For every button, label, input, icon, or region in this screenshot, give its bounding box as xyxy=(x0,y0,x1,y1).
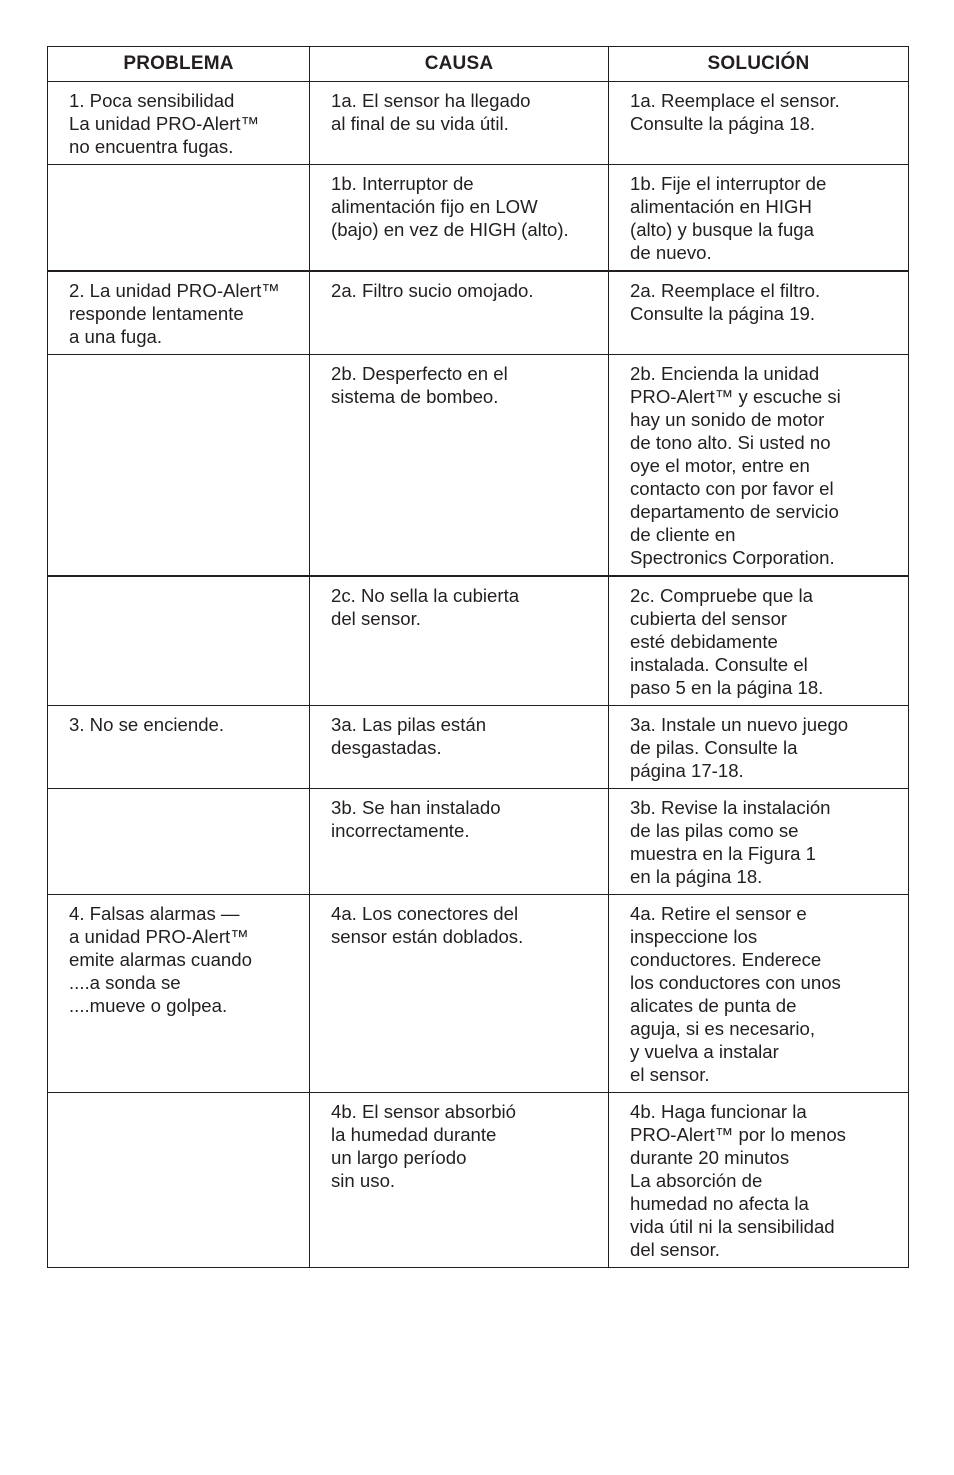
table-row xyxy=(48,271,909,355)
problem-text xyxy=(48,1093,309,1106)
solution-text: 2b. Encienda la unidad PRO-Alert™ y escuche si hay un sonido de motor de tono alto. Si usted no oye el motor, entre en contacto con por favor el departamento de servicio de cliente en Spectronics Corporation. xyxy=(630,363,841,568)
table-row xyxy=(48,82,909,165)
cell-solution xyxy=(609,82,909,165)
solution-text: 1b. Fije el interruptor de alimentación en HIGH (alto) y busque la fuga de nuevo. xyxy=(630,173,827,263)
problem-text: 4. Falsas alarmas — a unidad PRO-Alert™ emite alarmas cuando ....a sonda se ....mueve o golpea. xyxy=(69,903,252,1016)
cause-text: 2c. No sella la cubierta del sensor. xyxy=(331,585,520,629)
cause-text: 2a. Filtro sucio omojado. xyxy=(331,280,534,301)
table-row xyxy=(48,1093,909,1268)
cell-problem xyxy=(48,895,310,1093)
troubleshooting-table xyxy=(47,46,909,1268)
solution-text: 3a. Instale un nuevo juego de pilas. Consulte la página 17-18. xyxy=(630,714,849,781)
cell-cause xyxy=(310,789,609,895)
solution-text: 2c. Compruebe que la cubierta del sensor esté debidamente instalada. Consulte el paso 5 en la página 18. xyxy=(630,585,824,698)
problem-text xyxy=(48,577,309,590)
problem-text xyxy=(48,165,309,178)
cause-text: 4b. El sensor absorbió la humedad durante un largo período sin uso. xyxy=(331,1101,517,1191)
table-row xyxy=(48,576,909,706)
cell-solution xyxy=(609,706,909,789)
cell-solution xyxy=(609,895,909,1093)
table-row xyxy=(48,706,909,789)
cell-solution xyxy=(609,576,909,706)
cell-solution xyxy=(609,789,909,895)
cell-problem xyxy=(48,1093,310,1268)
cell-solution xyxy=(609,271,909,355)
solution-text: 1a. Reemplace el sensor. Consulte la página 18. xyxy=(630,90,840,134)
cell-solution xyxy=(609,165,909,272)
table-row xyxy=(48,165,909,272)
problem-text: 1. Poca sensibilidad La unidad PRO-Alert™ no encuentra fugas. xyxy=(69,90,260,157)
table-header-row xyxy=(48,47,909,82)
problem-text xyxy=(48,789,309,802)
cell-problem xyxy=(48,82,310,165)
cell-problem xyxy=(48,271,310,355)
cause-text: 3b. Se han instalado incorrectamente. xyxy=(331,797,501,841)
cell-cause xyxy=(310,706,609,789)
header-cause: CAUSA xyxy=(310,47,609,82)
cell-cause xyxy=(310,576,609,706)
cell-cause xyxy=(310,82,609,165)
cause-text: 1a. El sensor ha llegado al final de su vida útil. xyxy=(331,90,531,134)
cell-cause xyxy=(310,165,609,272)
cell-problem xyxy=(48,355,310,577)
cell-cause xyxy=(310,1093,609,1268)
solution-text: 2a. Reemplace el filtro. Consulte la página 19. xyxy=(630,280,821,324)
problem-text xyxy=(48,355,309,368)
table-row xyxy=(48,895,909,1093)
cell-cause xyxy=(310,271,609,355)
cell-problem xyxy=(48,706,310,789)
solution-text: 4b. Haga funcionar la PRO-Alert™ por lo menos durante 20 minutos La absorción de humedad no afecta la vida útil ni la sensibilidad del sensor. xyxy=(630,1101,846,1260)
cause-text: 1b. Interruptor de alimentación fijo en LOW (bajo) en vez de HIGH (alto). xyxy=(331,173,569,240)
cause-text: 3a. Las pilas están desgastadas. xyxy=(331,714,487,758)
cell-solution xyxy=(609,1093,909,1268)
table-row xyxy=(48,355,909,577)
cell-cause xyxy=(310,895,609,1093)
cell-solution xyxy=(609,355,909,577)
problem-text: 2. La unidad PRO-Alert™ responde lentamente a una fuga. xyxy=(69,280,280,347)
solution-text: 4a. Retire el sensor e inspeccione los conductores. Enderece los conductores con unos alicates de punta de aguja, si es necesario, y vuelva a instalar el sensor. xyxy=(630,903,841,1085)
cell-problem xyxy=(48,576,310,706)
cell-problem xyxy=(48,789,310,895)
cell-problem xyxy=(48,165,310,272)
problem-text: 3. No se enciende. xyxy=(69,714,225,735)
cause-text: 4a. Los conectores del sensor están doblados. xyxy=(331,903,524,947)
header-solution: SOLUCIÓN xyxy=(609,47,909,82)
solution-text: 3b. Revise la instalación de las pilas como se muestra en la Figura 1 en la página 18. xyxy=(630,797,831,887)
header-problem: PROBLEMA xyxy=(48,47,310,82)
cause-text: 2b. Desperfecto en el sistema de bombeo. xyxy=(331,363,508,407)
table-row xyxy=(48,789,909,895)
cell-cause xyxy=(310,355,609,577)
